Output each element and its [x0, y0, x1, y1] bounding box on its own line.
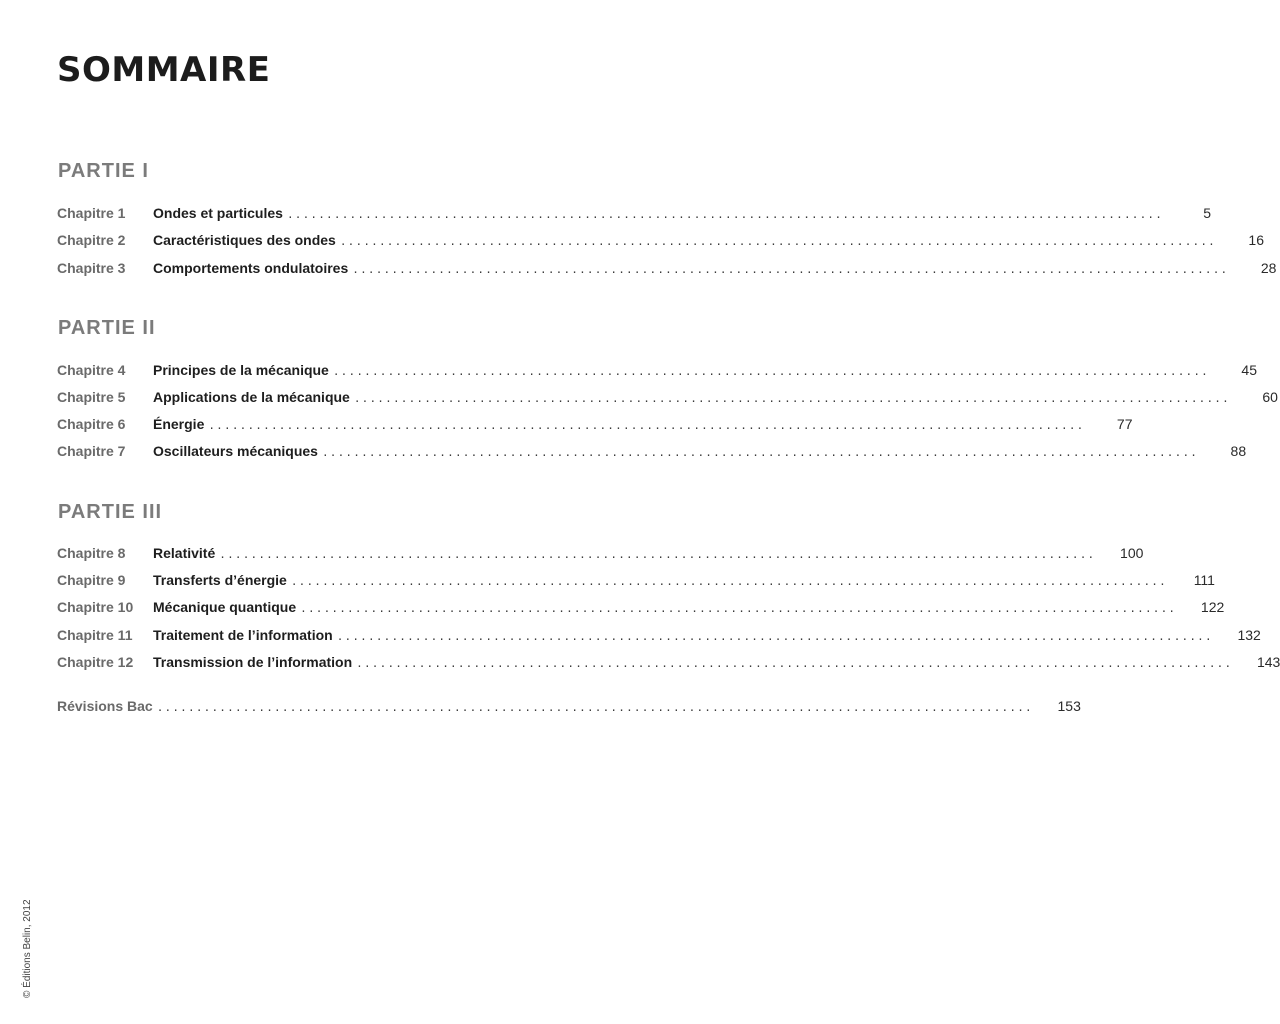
toc-entry-chapter-12[interactable] [57, 652, 1280, 672]
page-number: 100 [1120, 545, 1144, 561]
dot-leader: ................................................................................................................ [219, 548, 1096, 561]
page-number: 60 [1262, 389, 1278, 405]
page-title: SOMMAIRE [57, 50, 271, 90]
page-number: 143 [1256, 654, 1280, 670]
toc-entry-chapter-11[interactable] [57, 625, 1261, 645]
chapter-title[interactable]: Oscillateurs mécaniques [153, 443, 318, 459]
toc-entry-chapter-4[interactable] [57, 360, 1257, 380]
chapter-label: Chapitre 6 [57, 416, 126, 432]
dot-leader: ................................................................................................................ [290, 575, 1167, 588]
chapter-label: Chapitre 2 [57, 232, 126, 248]
toc-entry-chapter-9[interactable] [57, 570, 1215, 590]
page-number: 122 [1200, 599, 1225, 615]
dot-leader: ................................................................................................................ [336, 630, 1213, 643]
part-heading-1: PARTIE I [58, 160, 149, 182]
page-number: 16 [1248, 232, 1264, 248]
dot-leader: ................................................................................................................ [156, 701, 1033, 714]
chapter-label: Chapitre 3 [57, 260, 126, 276]
revisions-label[interactable]: Révisions Bac [57, 698, 153, 714]
chapter-title[interactable]: Relativité [153, 545, 216, 561]
dot-leader: ................................................................................................................ [352, 263, 1229, 276]
dot-leader: ................................................................................................................ [300, 602, 1177, 615]
chapter-title[interactable]: Transferts d’énergie [153, 572, 287, 588]
dot-leader: ................................................................................................................ [286, 208, 1164, 221]
dot-leader: ................................................................................................................ [356, 657, 1233, 670]
toc-entry-revisions[interactable] [57, 696, 1081, 716]
chapter-label: Chapitre 12 [57, 654, 134, 670]
chapter-title[interactable]: Principes de la mécanique [153, 362, 329, 378]
copyright-notice: © Éditions Belin, 2012 [22, 899, 33, 998]
dot-leader: ................................................................................................................ [332, 365, 1209, 378]
page-number: 5 [1203, 205, 1212, 221]
chapter-label: Chapitre 7 [57, 443, 126, 459]
dot-leader: ................................................................................................................ [208, 419, 1085, 432]
dot-leader: ................................................................................................................ [353, 392, 1230, 405]
dot-leader: ................................................................................................................ [339, 235, 1216, 248]
chapter-title[interactable]: Énergie [153, 416, 205, 432]
part-heading-3: PARTIE III [58, 501, 163, 523]
page-number: 28 [1260, 260, 1277, 276]
chapter-label: Chapitre 1 [57, 205, 126, 221]
toc-entry-chapter-8[interactable] [57, 543, 1144, 563]
chapter-label: Chapitre 11 [57, 627, 133, 643]
chapter-title[interactable]: Applications de la mécanique [153, 389, 350, 405]
toc-entry-chapter-5[interactable] [57, 387, 1278, 407]
page-number: 77 [1116, 416, 1133, 432]
page-number: 132 [1237, 627, 1261, 643]
chapter-title[interactable]: Mécanique quantique [153, 599, 297, 615]
page-number: 153 [1057, 698, 1081, 714]
chapter-title[interactable]: Transmission de l’information [153, 654, 353, 670]
chapter-label: Chapitre 5 [57, 389, 126, 405]
chapter-title[interactable]: Caractéristiques des ondes [153, 232, 336, 248]
page-number: 111 [1193, 572, 1215, 588]
chapter-title[interactable]: Ondes et particules [153, 205, 283, 221]
chapter-label: Chapitre 8 [57, 545, 126, 561]
page-number: 45 [1241, 362, 1257, 378]
part-heading-2: PARTIE II [58, 317, 156, 339]
chapter-label: Chapitre 9 [57, 572, 126, 588]
chapter-label: Chapitre 4 [57, 362, 126, 378]
dot-leader: ................................................................................................................ [321, 446, 1199, 459]
toc-entry-chapter-3[interactable] [57, 258, 1277, 278]
toc-entry-chapter-2[interactable] [57, 230, 1264, 250]
toc-entry-chapter-6[interactable] [57, 414, 1133, 434]
page-number: 88 [1230, 443, 1247, 459]
toc-entry-chapter-10[interactable] [57, 597, 1225, 617]
toc-entry-chapter-1[interactable] [57, 203, 1212, 223]
toc-entry-chapter-7[interactable] [57, 441, 1247, 461]
chapter-title[interactable]: Traitement de l’information [153, 627, 333, 643]
chapter-label: Chapitre 10 [57, 599, 134, 615]
chapter-title[interactable]: Comportements ondulatoires [153, 260, 349, 276]
